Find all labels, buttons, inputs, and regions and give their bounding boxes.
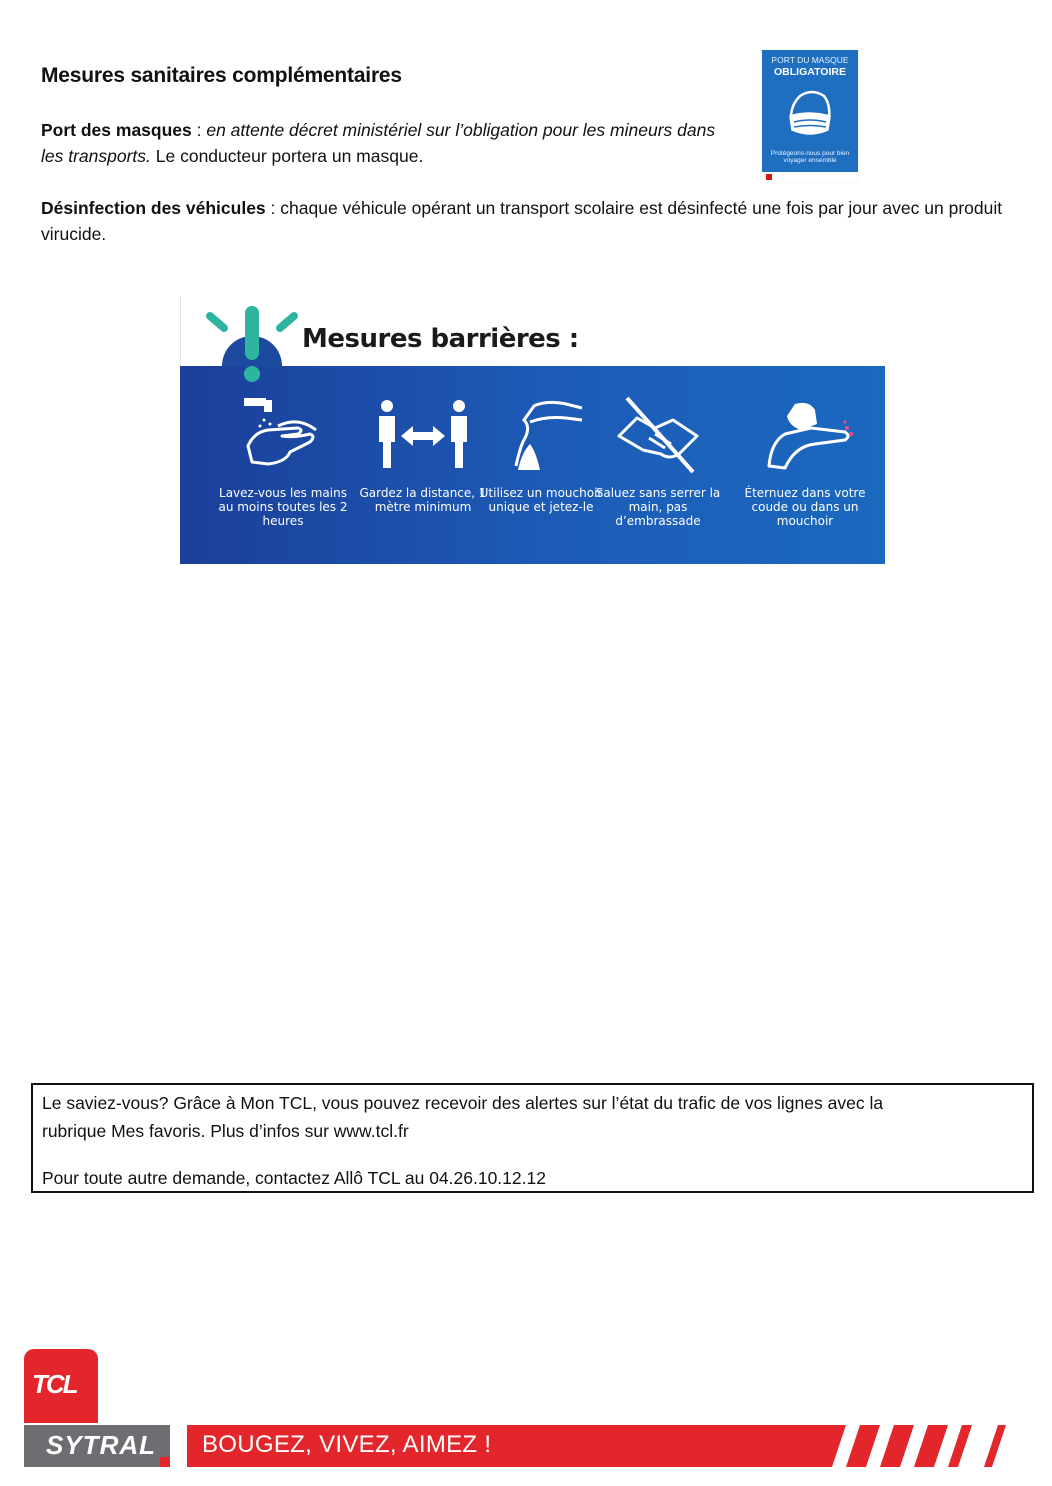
elbow-sneeze-icon xyxy=(755,396,855,476)
page-title: Mesures sanitaires complémentaires xyxy=(41,64,402,87)
sytral-logo-dot xyxy=(160,1457,170,1467)
measure-elbow-sneeze xyxy=(740,396,870,528)
info-box xyxy=(31,1083,1034,1193)
mask-poster xyxy=(762,50,858,182)
measure-no-handshake-label: Saluez sans serrer la main, pas d’embrassade xyxy=(595,486,721,528)
slogan-stripes-decoration xyxy=(812,1425,1012,1467)
desinfection-paragraph xyxy=(41,195,1031,247)
sytral-logo-text: SYTRAL xyxy=(46,1430,156,1460)
measure-distance xyxy=(358,396,488,514)
slogan-text: BOUGEZ, VIVEZ, AIMEZ ! xyxy=(202,1431,492,1458)
handwash-icon xyxy=(238,396,328,476)
info-line-3: Pour toute autre demande, contactez Allô TCL au 04.26.10.12.12 xyxy=(42,1168,546,1188)
tcl-logo xyxy=(24,1349,98,1423)
sytral-logo xyxy=(24,1425,170,1467)
masques-separator: : xyxy=(191,120,207,140)
masques-label: Port des masques xyxy=(41,120,192,140)
mask-poster-line3: Protégeons-nous pour bien voyager ensemble xyxy=(770,150,850,164)
measure-elbow-sneeze-label: Éternuez dans votre coude ou dans un mouchoir xyxy=(744,486,866,528)
desinfection-rest-text: : chaque véhicule opérant un transport scolaire est désinfecté une fois par jour avec un produit virucide. xyxy=(41,198,1003,244)
info-line-2: rubrique Mes favoris. Plus d’infos sur www.tcl.fr xyxy=(42,1121,409,1141)
mask-poster-logo xyxy=(766,174,772,180)
measure-no-handshake xyxy=(593,396,723,528)
measure-tissue xyxy=(476,396,606,514)
face-mask-icon xyxy=(782,86,838,146)
alert-icon xyxy=(202,302,302,386)
slogan-bar xyxy=(187,1425,827,1467)
masques-rest-text: Le conducteur portera un masque. xyxy=(150,146,424,166)
banner-heading: Mesures barrières : xyxy=(302,324,579,354)
measure-handwash xyxy=(218,396,348,528)
measure-tissue-label: Utilisez un mouchoir unique et jetez-le xyxy=(479,486,603,514)
measure-handwash-label: Lavez-vous les mains au moins toutes les 2 heures xyxy=(218,486,348,528)
measure-distance-label: Gardez la distance, 1 mètre minimum xyxy=(359,486,487,514)
tissue-icon xyxy=(496,396,586,476)
info-line-1: Le saviez-vous? Grâce à Mon TCL, vous pouvez recevoir des alertes sur l’état du trafic de vos lignes avec la xyxy=(42,1093,884,1113)
no-handshake-icon xyxy=(613,396,703,476)
desinfection-label: Désinfection des véhicules xyxy=(41,198,266,218)
masques-italic-text: en attente décret ministériel sur l’obligation pour les mineurs dans les transports. xyxy=(41,120,716,166)
mask-poster-line2: OBLIGATOIRE xyxy=(774,66,846,78)
barrier-measures-banner xyxy=(180,296,885,564)
tcl-logo-text: TCL xyxy=(32,1369,77,1399)
mask-poster-line1: PORT DU MASQUE xyxy=(771,55,849,65)
distance-icon xyxy=(373,396,473,476)
masques-paragraph xyxy=(41,117,741,169)
